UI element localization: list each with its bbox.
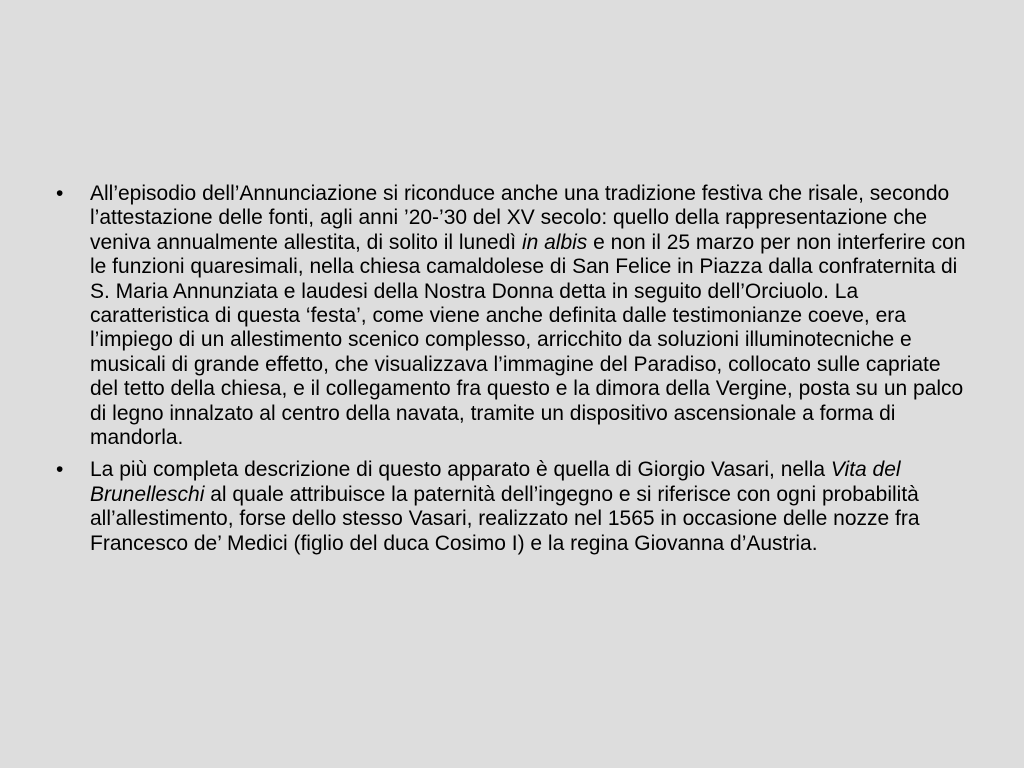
bullet-text-part: e non il 25 marzo per non interferire con le funzioni quaresimali, nella chiesa camaldolese di San Felice in Piazza dalla confraternita di S. Maria Annunziata e laudesi della Nostra Donna detta in seguito dell’Orciuolo. La caratteristica di questa ‘festa’, come viene anche definita dalle testimonianze coeve, era l’impiego di un allestimento scenico complesso, arricchito da soluzioni illuminotecniche e musicali di grande effetto, che visualizzava l’immagine del Paradiso, collocato sulle capriate del tetto della chiesa, e il collegamento fra questo e la dimora della Vergine, posta su un palco di legno innalzato al centro della navata, tramite un dispositivo ascensionale a forma di mandorla. [90, 230, 966, 450]
italic-phrase: Vita del Brunelleschi [90, 458, 901, 506]
bullet-marker: • [56, 182, 64, 205]
bullet-item-vasari [52, 458, 972, 556]
italic-phrase: in albis [521, 230, 588, 254]
bullet-list [52, 182, 972, 564]
bullet-text-part: La più completa descrizione di questo apparato è quella di Giorgio Vasari, nella [90, 458, 831, 482]
bullet-text-part: All’episodio dell’Annunciazione si riconduce anche una tradizione festiva che risale, secondo l’attestazione delle fonti, agli anni ’20-’30 del XV secolo: quello della rappresentazione che veniva annualmente allestita, di solito il lunedì [90, 182, 950, 254]
bullet-marker: • [56, 458, 64, 482]
bullet-item-annunciazione [52, 182, 972, 450]
bullet-text-part: al quale attribuisce la paternità dell’ingegno e si riferisce con ogni probabilità all’allestimento, forse dello stesso Vasari, realizzato nel 1565 in occasione delle nozze fra Francesco de’ Medici (figlio del duca Cosimo I) e la regina Giovanna d’Austria. [90, 482, 920, 555]
